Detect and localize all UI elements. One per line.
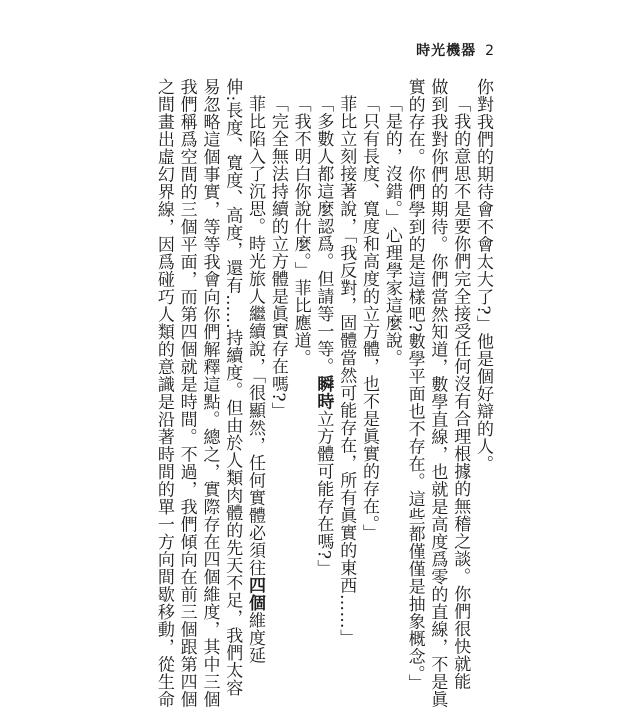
- text-line: [289, 78, 312, 618]
- text-line: [471, 78, 494, 618]
- running-header: [416, 40, 494, 60]
- text-line: [152, 78, 175, 708]
- text-segment: 易忽略這個事實，等等我會向你們解釋這點。總之，實際存在四個維度，其中三個: [199, 78, 220, 708]
- text-line: [175, 78, 198, 708]
- page-number: 2: [485, 43, 494, 59]
- text-line: [198, 78, 221, 708]
- emphasized-text: 瞬時: [313, 375, 334, 410]
- text-segment: 「多數人都這麼認爲。但請等一等。: [313, 95, 334, 375]
- text-line: [243, 78, 266, 664]
- text-segment: 「我的意思不是要你們完全接受任何沒有合理根據的無稽之談。你們很快就能: [450, 95, 471, 690]
- text-segment: 菲比立刻接著說，「我反對，固體當然可能存在，所有眞實的東西……」: [336, 95, 357, 647]
- text-segment: 你對我們的期待會不會太大了?」他是個好辯的人。: [473, 78, 493, 473]
- text-line: [220, 78, 243, 697]
- text-line: [312, 78, 335, 618]
- text-line: [266, 78, 289, 618]
- book-title: 時光機器: [416, 43, 477, 59]
- text-segment: 我們稱爲空間的三個平面，而第四個就是時間。不過，我們傾向在前三個跟第四個: [176, 78, 197, 708]
- emphasized-text: 四個: [245, 576, 266, 612]
- text-line: [426, 78, 449, 708]
- text-line: [448, 78, 471, 690]
- text-segment: 做到我對你們的期待。你們當然知道，數學直線，也就是高度爲零的直線，不是眞: [427, 78, 448, 708]
- text-segment: 伸:長度、寬度、高度，還有……持續度。但由於人類肉體的先天不足，我們太容: [222, 78, 243, 697]
- text-segment: 維度延: [245, 611, 266, 664]
- body-text: [152, 78, 494, 708]
- text-segment: 實的存在。你們學到的是這樣吧?數學平面也不存在。這些都僅僅是抽象概念。」: [404, 78, 425, 692]
- text-segment: 「是的，沒錯。」心理學家這麼說。: [381, 95, 402, 367]
- text-line: [380, 78, 403, 618]
- text-segment: 「完全無法持續的立方體是眞實存在嗎?」: [267, 95, 288, 420]
- text-segment: 「我不明白你說什麼。」菲比應道。: [290, 95, 311, 367]
- text-segment: 之間畫出虛幻界線，因爲碰巧人類的意識是沿著時間的單一方向間歇移動，從生命: [153, 78, 174, 708]
- text-segment: 菲比陷入了沉思。時光旅人繼續說，「很顯然，任何實體必須往: [245, 95, 266, 577]
- text-segment: 「只有長度、寬度和高度的立方體，也不是眞實的存在。」: [359, 95, 380, 542]
- text-segment: 立方體可能存在嗎?」: [313, 410, 334, 578]
- text-line: [357, 78, 380, 618]
- text-line: [403, 78, 426, 692]
- text-line: [334, 78, 357, 647]
